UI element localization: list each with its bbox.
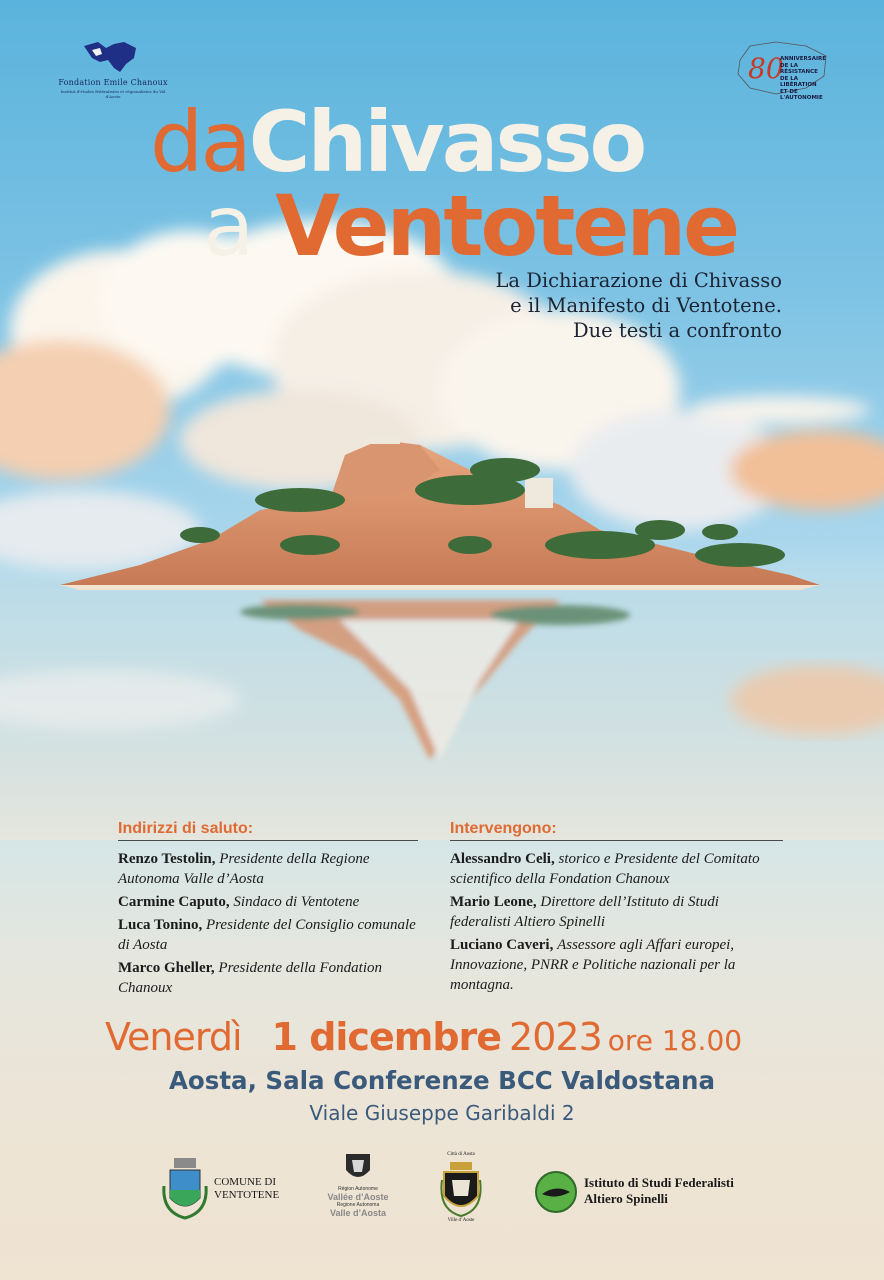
aosta-bottom-text: Ville d’Aoste <box>447 1218 475 1223</box>
title-line-2 <box>203 176 737 276</box>
region-line-3: Regione Autonoma <box>336 1202 380 1208</box>
list-item: Alessandro Celi, storico e Presidente del Comitato scientifico della Fondation Chanoux <box>450 851 760 887</box>
ventotene-crest-icon <box>160 1156 210 1222</box>
spinelli-line-1: Istituto di Studi Federalisti <box>584 1175 734 1190</box>
region-line-2: Vallée d’Aoste <box>327 1192 389 1202</box>
spinelli-emblem-icon <box>534 1170 578 1214</box>
world-map-icon <box>80 38 140 76</box>
spinelli-line-2: Altiero Spinelli <box>584 1191 668 1206</box>
speakers-heading: Intervengono: <box>450 820 783 841</box>
greetings-heading: Indirizzi di saluto: <box>118 820 418 841</box>
spinelli-logo <box>534 1170 754 1214</box>
subtitle: La Dichiarazione di Chivasso e il Manifesto di Ventotene. Due testi a confronto <box>495 269 782 342</box>
fondation-chanoux-logo <box>58 38 168 98</box>
event-year: 2023 <box>509 1015 602 1059</box>
ventotene-line-1: COMUNE DI <box>214 1176 277 1188</box>
anniversary-text: ANNIVERSAIRE DE LA RÉSISTANCE DE LA LIBÉRATION ET DE L'AUTONOMIE <box>780 56 827 101</box>
event-venue: Aosta, Sala Conferenze BCC Valdostana <box>168 1066 716 1095</box>
title-ventotene: Ventotene <box>275 177 738 275</box>
title-da: da <box>150 93 249 191</box>
speakers-section <box>450 820 783 995</box>
ventotene-logo <box>160 1156 300 1222</box>
list-item: Renzo Testolin, Presidente della Regione Autonoma Valle d’Aosta <box>118 851 370 887</box>
event-address: Viale Giuseppe Garibaldi 2 <box>309 1101 575 1125</box>
aosta-top-text: Città di Aosta <box>447 1152 475 1157</box>
greetings-section <box>118 820 418 998</box>
region-crest-icon <box>344 1152 372 1184</box>
fondation-subtitle: Institut d'études fédéralistes et régionalistes du Val d'Aoste <box>60 89 166 99</box>
event-date-value: 1 dicembre <box>271 1015 502 1059</box>
fondation-name: Fondation Emile Chanoux <box>58 78 168 87</box>
list-item: Marco Gheller, Presidente della Fondation Chanoux <box>118 960 382 996</box>
list-item: Mario Leone, Direttore dell’Istituto di Studi federalisti Altiero Spinelli <box>450 894 719 930</box>
anniversary-number: 80 <box>748 52 784 85</box>
event-time: ore 18.00 <box>607 1024 743 1057</box>
event-date <box>105 1015 785 1059</box>
region-line-1: Région Autonome <box>338 1186 378 1192</box>
aosta-logo <box>434 1152 488 1228</box>
aosta-crest-icon <box>438 1160 484 1218</box>
region-line-4: Valle d’Aosta <box>329 1208 387 1218</box>
event-day: Venerdì <box>105 1015 242 1059</box>
title-chivasso: Chivasso <box>248 93 645 191</box>
region-logo <box>326 1152 390 1228</box>
list-item: Carmine Caputo, Sindaco di Ventotene <box>118 894 360 910</box>
ventotene-line-2: VENTOTENE <box>214 1189 280 1201</box>
title-a: a <box>203 177 252 275</box>
list-item: Luca Tonino, Presidente del Consiglio comunale di Aosta <box>118 917 416 953</box>
anniversary-logo <box>736 40 830 101</box>
list-item: Luciano Caveri, Assessore agli Affari europei, Innovazione, PNRR e Politiche nazionali per la montagna. <box>450 937 736 993</box>
